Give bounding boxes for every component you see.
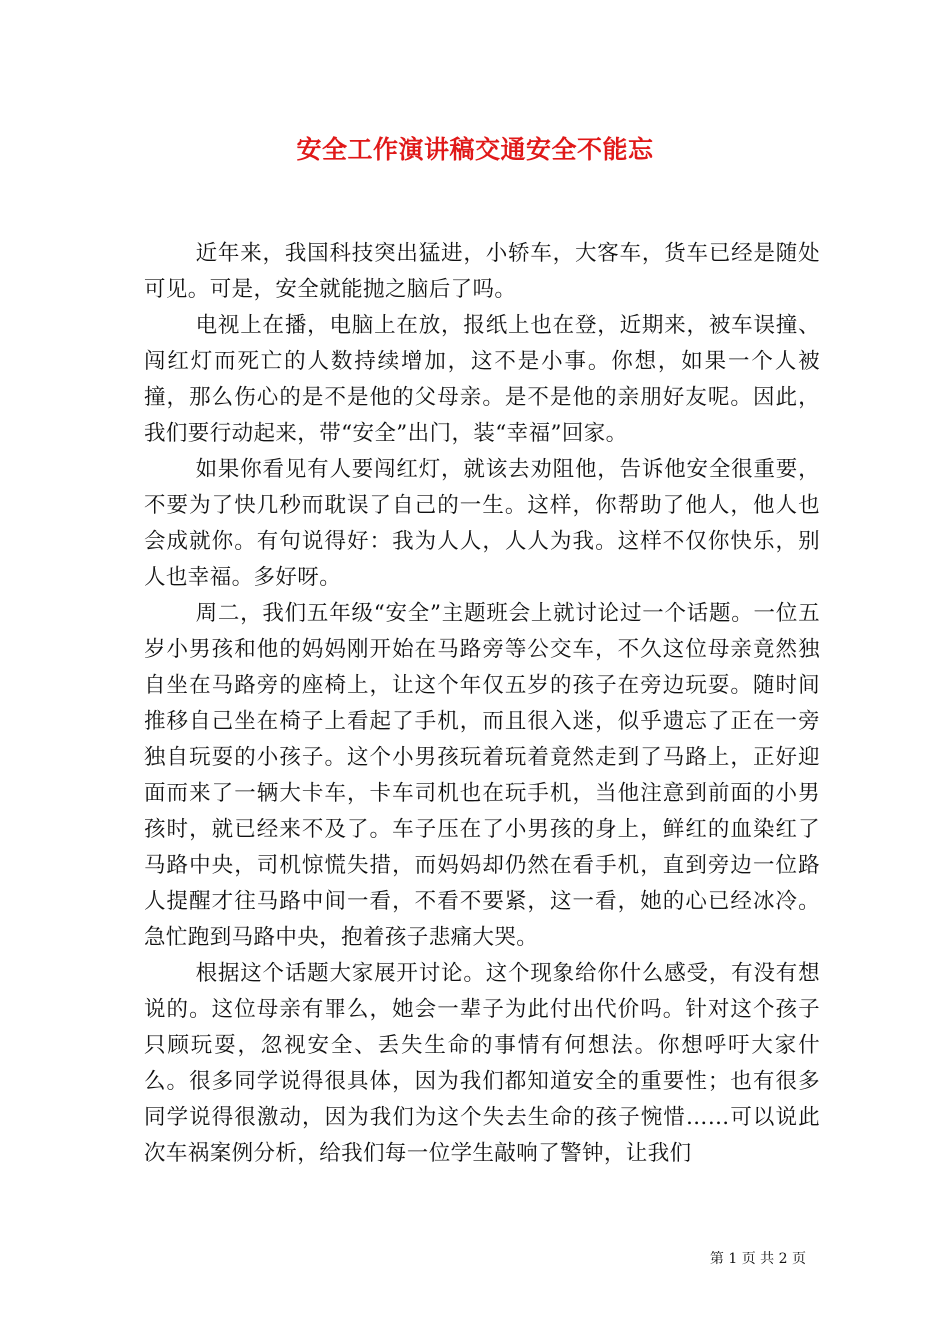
paragraph-4: 周二，我们五年级“安全”主题班会上就讨论过一个话题。一位五岁小男孩和他的妈妈刚开始在马路旁等公交车，不久这位母亲竟然独自坐在马路旁的座椅上，让这个年仅五岁的孩子在旁边玩耍。随时间推移自己坐在椅子上看起了手机，而且很入迷，似乎遗忘了正在一旁独自玩耍的小孩子。这个小男孩玩着玩着竟然走到了马路上，正好迎面而来了一辆大卡车，卡车司机也在玩手机，当他注意到前面的小男孩时，就已经来不及了。车子压在了小男孩的身上，鲜红的血染红了马路中央，司机惊慌失措，而妈妈却仍然在看手机，直到旁边一位路人提醒才往马路中间一看，不看不要紧，这一看，她的心已经冰冷。急忙跑到马路中央，抱着孩子悲痛大哭。 — [144, 601, 820, 950]
paragraph-1: 近年来，我国科技突出猛进，小轿车，大客车，货车已经是随处可见。可是，安全就能抛之脑后了吗。 — [144, 241, 820, 302]
document-body — [144, 236, 820, 1172]
paragraph-2: 电视上在播，电脑上在放，报纸上也在登，近期来，被车误撞、闯红灯而死亡的人数持续增加，这不是小事。你想，如果一个人被撞，那么伤心的是不是他的父母亲。是不是他的亲朋好友呢。因此，我们要行动起来，带“安全”出门，装“幸福”回家。 — [144, 313, 820, 446]
document-title: 安全工作演讲稿交通安全不能忘 — [296, 135, 654, 164]
paragraph-3: 如果你看见有人要闯红灯，就该去劝阻他，告诉他安全很重要，不要为了快几秒而耽误了自己的一生。这样，你帮助了他人，他人也会成就你。有句说得好：我为人人，人人为我。这样不仅你快乐，别人也幸福。多好呀。 — [144, 457, 820, 590]
paragraph-5: 根据这个话题大家展开讨论。这个现象给你什么感受，有没有想说的。这位母亲有罪么，她会一辈子为此付出代价吗。针对这个孩子只顾玩耍，忽视安全、丢失生命的事情有何想法。你想呼吁大家什么。很多同学说得很具体，因为我们都知道安全的重要性；也有很多同学说得很激动，因为我们为这个失去生命的孩子惋惜……可以说此次车祸案例分析，给我们每一位学生敲响了警钟，让我们 — [144, 961, 820, 1166]
page-number: 第 1 页 共 2 页 — [709, 1251, 806, 1267]
